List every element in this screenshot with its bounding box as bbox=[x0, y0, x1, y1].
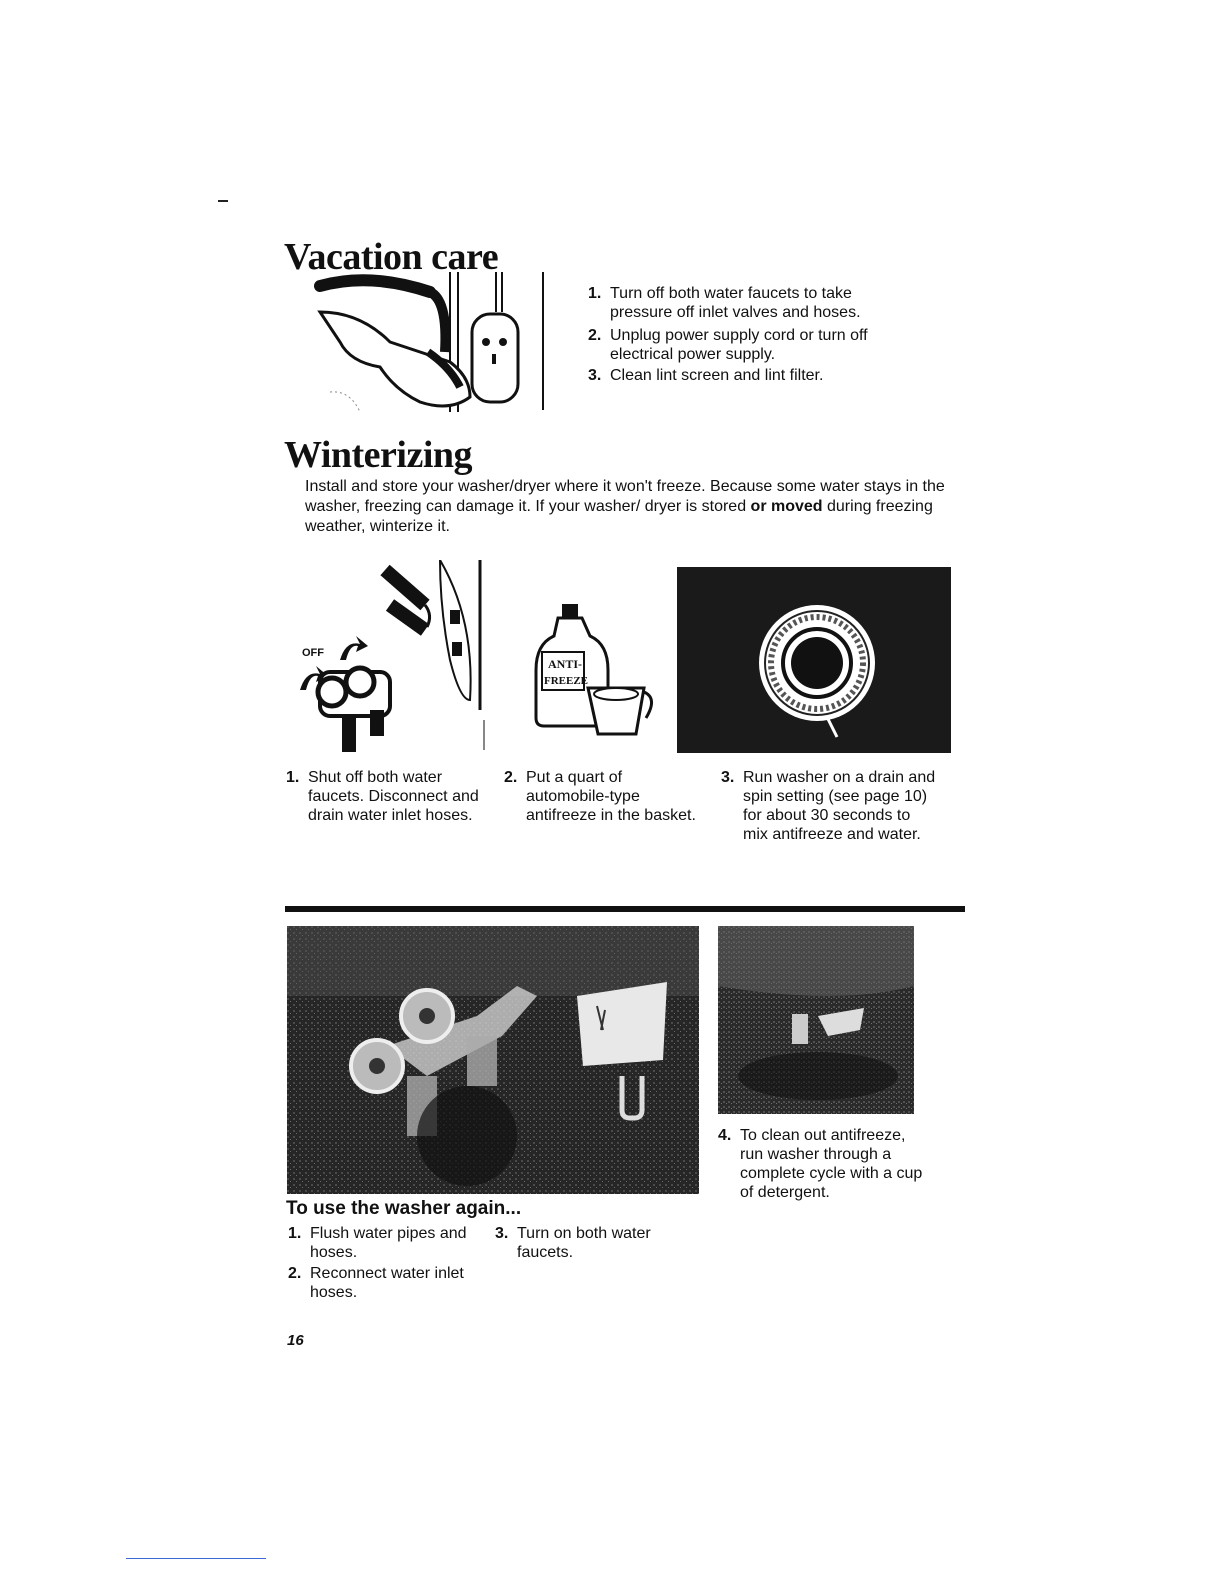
list-item: 1. Flush water pipes and hoses. bbox=[288, 1225, 467, 1261]
vacation-steps bbox=[588, 284, 888, 385]
detergent-cup-photo bbox=[718, 926, 914, 1114]
page-number: 16 bbox=[287, 1332, 304, 1349]
use-again-steps-right bbox=[495, 1224, 700, 1262]
winterizing-intro: Install and store your washer/dryer where it won't freeze. Because some water stays in the washer, freezing can damage it. If your washer/ dryer is stored or moved during freezing weather, winterize it. bbox=[305, 478, 945, 535]
washer-basket-photo bbox=[677, 567, 951, 753]
winter-step-2 bbox=[504, 768, 704, 825]
vacation-care-title: Vacation care bbox=[284, 236, 499, 278]
list-item: 2. Put a quart of automobile-type antifreeze in the basket. bbox=[504, 769, 696, 824]
basket-diagram bbox=[677, 567, 951, 753]
list-item: 2. Reconnect water inlet hoses. bbox=[288, 1265, 464, 1301]
margin-mark bbox=[218, 200, 228, 202]
winter-step-1 bbox=[286, 768, 486, 825]
list-item: 2. Unplug power supply cord or turn off electrical power supply. bbox=[588, 327, 868, 363]
use-again-steps-left bbox=[288, 1224, 478, 1302]
list-item: 3. Clean lint screen and lint filter. bbox=[588, 367, 824, 384]
antifreeze-label-line2: FREEZE bbox=[544, 675, 589, 687]
list-item: 1. Shut off both water faucets. Disconnect and drain water inlet hoses. bbox=[286, 769, 479, 824]
winter-step-4 bbox=[718, 1126, 923, 1202]
antifreeze-jug-illustration bbox=[528, 600, 658, 740]
section-divider bbox=[285, 906, 965, 912]
cup-scene bbox=[718, 926, 914, 1114]
list-item: 3. Run washer on a drain and spin setting (see page 10) for about 30 seconds to mix antifreeze and water. bbox=[721, 769, 936, 843]
winterizing-title: Winterizing bbox=[284, 434, 473, 476]
faucet-drain-photo bbox=[287, 926, 699, 1194]
list-item: 4. To clean out antifreeze, run washer through a complete cycle with a cup of detergent. bbox=[718, 1127, 923, 1201]
vacation-divider bbox=[542, 272, 544, 410]
winter-step-3 bbox=[721, 768, 936, 844]
antifreeze-label-line1: ANTI- bbox=[548, 657, 583, 671]
hand-unplugging-illustration bbox=[300, 272, 536, 432]
list-item: 1. Turn off both water faucets to take pressure off inlet valves and hoses. bbox=[588, 285, 861, 321]
off-label: OFF bbox=[302, 647, 324, 659]
list-item: 3. Turn on both water faucets. bbox=[495, 1225, 651, 1261]
faucet-drain-scene bbox=[287, 926, 699, 1194]
use-again-title: To use the washer again... bbox=[286, 1198, 522, 1219]
footer-rule bbox=[126, 1558, 266, 1559]
faucet-off-illustration bbox=[290, 560, 490, 752]
